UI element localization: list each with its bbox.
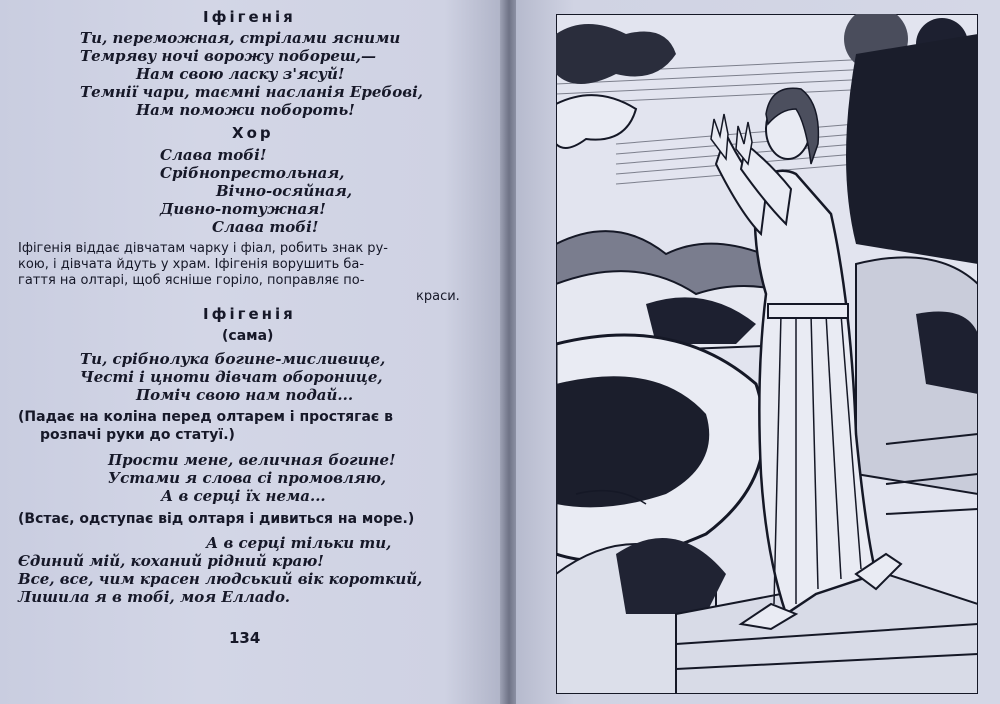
speaker-iphigenia: Іфігенія: [203, 8, 296, 26]
verse-line: Поміч свою нам подай...: [136, 386, 354, 404]
verse-line: Дивно-потужная!: [160, 200, 326, 218]
speaker-chorus: Хор: [232, 124, 274, 142]
stage-direction: кою, і дівчата йдуть у храм. Іфігенія ворушить ба-: [18, 257, 365, 272]
speaker-iphigenia: Іфігенія: [203, 305, 296, 323]
stage-direction: (Встає, одступає від олтаря і дивиться на море.): [18, 511, 415, 527]
verse-line: А в серці тільки ти,: [206, 534, 392, 552]
verse-line: Вічно-осяйная,: [216, 182, 353, 200]
verse-line: Честі і цноти дівчат оборонице,: [80, 368, 383, 386]
verse-line: Устами я слова сі промовляю,: [108, 469, 387, 487]
verse-line: Слава тобі!: [212, 218, 319, 236]
stage-direction: (сама): [222, 328, 274, 344]
verse-line: Срібнопрестольная,: [160, 164, 345, 182]
stage-direction: гаття на олтарі, щоб ясніше горіло, поправляє по-: [18, 273, 365, 288]
verse-line: Ти, переможная, стрілами ясними: [80, 29, 401, 47]
page-number: 134: [229, 629, 261, 647]
verse-line: Слава тобі!: [160, 146, 267, 164]
verse-line: Темнії чари, таємні насланія Еребові,: [80, 83, 423, 101]
verse-line: Нам свою ласку з'ясуй!: [136, 65, 345, 83]
verse-line: Єдиний мій, коханий рідний краю!: [18, 552, 324, 570]
verse-line: Темряву ночі ворожу побореш,—: [80, 47, 377, 65]
stage-direction: (Падає на коліна перед олтарем і простягає в: [18, 409, 393, 425]
verse-line: Лишила я в тобі, моя Еллado.: [18, 588, 290, 606]
stage-direction: краси.: [416, 289, 460, 304]
stage-direction: розпачі руки до статуї.): [40, 427, 235, 443]
verse-line: А в серці їх нема...: [161, 487, 326, 505]
iphigenia-illustration: [556, 14, 978, 694]
verse-line: Все, все, чим красен людський вік короткий,: [18, 570, 423, 588]
verse-line: Нам поможи побороть!: [136, 101, 355, 119]
verse-line: Прости мене, величная богине!: [108, 451, 396, 469]
verse-line: Ти, срібнолука богине-мисливице,: [80, 350, 386, 368]
stage-direction: Іфігенія віддає дівчатам чарку і фіал, робить знак ру-: [18, 241, 388, 256]
